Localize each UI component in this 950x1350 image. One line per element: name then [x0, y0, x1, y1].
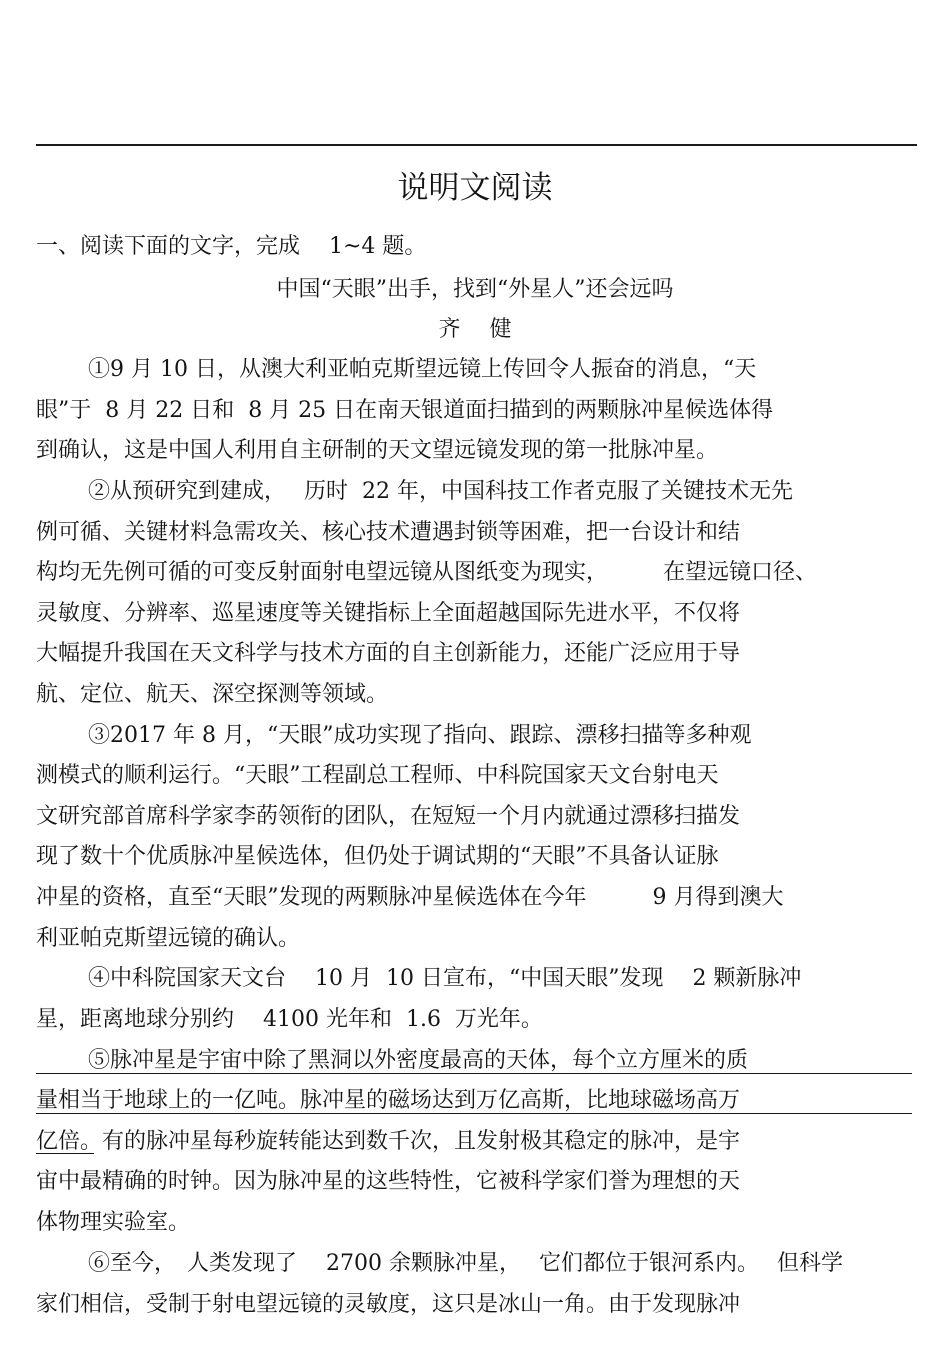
paragraph-4-line: 星，距离地球分别约 4100 光年和 1.6 万光年。 [36, 1007, 543, 1032]
paragraph-5-line: ⑤脉冲星是宇宙中除了黑洞以外密度最高的天体，每个立方厘米的质 [88, 1048, 749, 1073]
paragraph-1-line: 眼”于 8 月 22 日和 8 月 25 日在南天银道面扫描到的两颗脉冲星候选体得 [36, 398, 774, 423]
paragraph-3-line: 冲星的资格，直至“天眼”发现的两颗脉冲星候选体在今年 9 月得到澳大 [36, 885, 784, 910]
paragraph-2-line: ②从预研究到建成， 历时 22 年，中国科技工作者克服了关键技术无先 [88, 479, 793, 504]
paragraph-4-line: ④中科院国家天文台 10 月 10 日宣布，“中国天眼”发现 2 颗新脉冲 [88, 966, 802, 991]
paragraph-3-line: 利亚帕克斯望远镜的确认。 [36, 926, 301, 951]
paragraph-6-line: 家们相信，受制于射电望远镜的灵敏度，这只是冰山一角。由于发现脉冲 [36, 1292, 741, 1317]
paragraph-5-line: 体物理实验室。 [36, 1210, 191, 1235]
text-underline [36, 1073, 912, 1074]
question-intro: 一、阅读下面的文字，完成 1~4 题。 [36, 234, 427, 259]
paragraph-2-line: 航、定位、航天、深空探测等领域。 [36, 682, 389, 707]
paragraph-3-line: 测模式的顺利运行。“天眼”工程副总工程师、中科院国家天文台射电天 [36, 763, 719, 788]
paragraph-3-line: 文研究部首席科学家李菂领衔的团队，在短短一个月内就通过漂移扫描发 [36, 804, 741, 829]
paragraph-5-line: 量相当于地球上的一亿吨。脉冲星的磁场达到万亿高斯，比地球磁场高万 [36, 1088, 741, 1113]
article-headline: 中国“天眼”出手，找到“外星人”还会远吗 [276, 277, 674, 302]
text-underline [36, 1113, 912, 1114]
paragraph-2-line: 构均无先例可循的可变反射面射电望远镜从图纸变为现实， 在望远镜口径、 [36, 560, 818, 585]
paragraph-2-line: 灵敏度、分辨率、巡星速度等关键指标上全面超越国际先进水平，不仅将 [36, 601, 741, 626]
text-underline [36, 1153, 94, 1154]
paragraph-6-line: ⑥至今， 人类发现了 2700 余颗脉冲星， 它们都位于银河系内。 但科学 [88, 1251, 843, 1276]
paragraph-3-line: ③2017 年 8 月，“天眼”成功实现了指向、跟踪、漂移扫描等多种观 [88, 723, 752, 748]
article-author: 齐 健 [438, 317, 512, 342]
paragraph-1-line: 到确认，这是中国人利用自主研制的天文望远镜发现的第一批脉冲星。 [36, 438, 719, 463]
paragraph-3-line: 现了数十个优质脉冲星候选体，但仍处于调试期的“天眼”不具备认证脉 [36, 844, 719, 869]
paragraph-1-line: ①9 月 10 日，从澳大利亚帕克斯望远镜上传回令人振奋的消息，“天 [88, 357, 757, 382]
top-divider [36, 144, 917, 146]
page-title: 说明文阅读 [397, 170, 553, 206]
paragraph-2-line: 大幅提升我国在天文科学与技术方面的自主创新能力，还能广泛应用于导 [36, 641, 741, 666]
paragraph-5-line: 亿倍。有的脉冲星每秒旋转能达到数千次，且发射极其稳定的脉冲，是宇 [36, 1129, 741, 1154]
paragraph-2-line: 例可循、关键材料急需攻关、核心技术遭遇封锁等困难，把一台设计和结 [36, 520, 741, 545]
paragraph-5-line: 宙中最精确的时钟。因为脉冲星的这些特性，它被科学家们誉为理想的天 [36, 1169, 741, 1194]
